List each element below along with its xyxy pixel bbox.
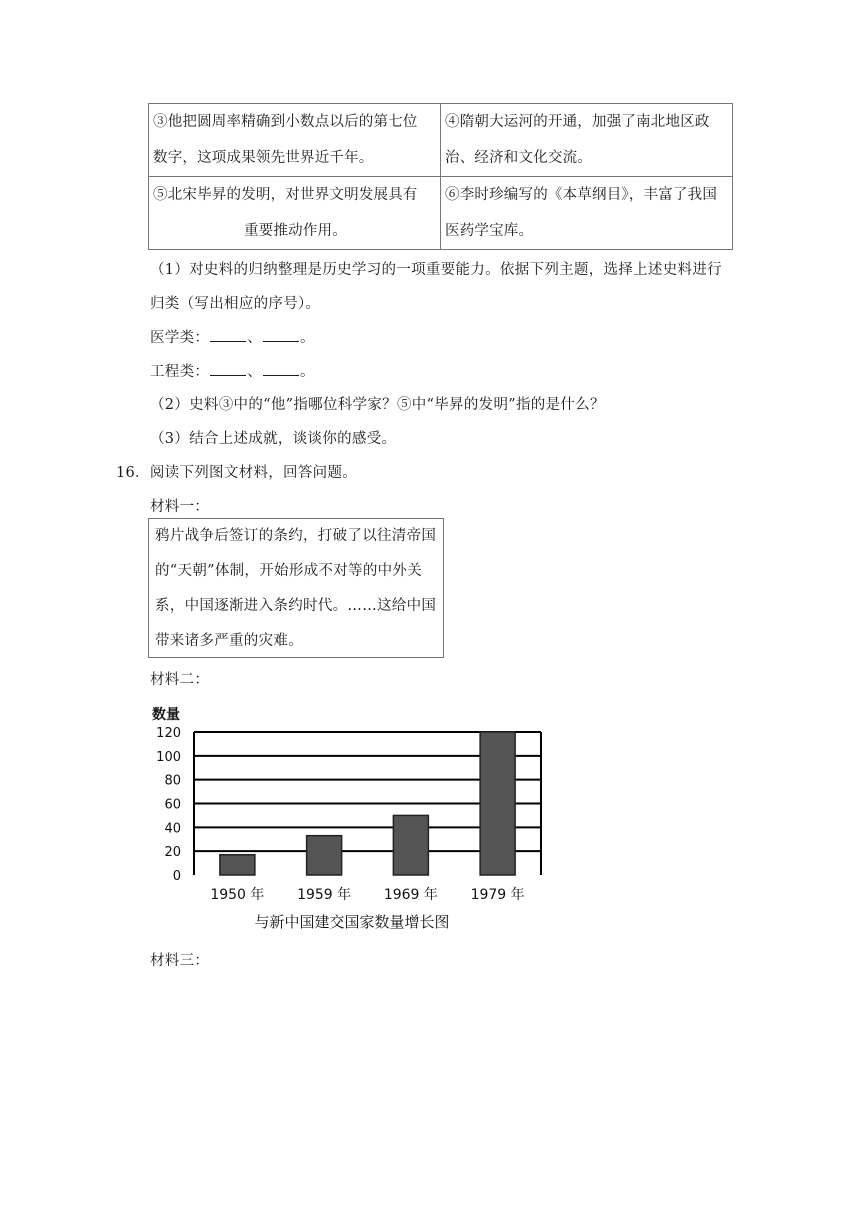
end-mark: 。	[300, 364, 315, 380]
y-tick-label: 40	[164, 821, 181, 837]
source-cell-5	[149, 177, 441, 250]
source-cell-6	[441, 177, 733, 250]
source-cell-4	[441, 104, 733, 177]
end-mark: 。	[300, 330, 315, 346]
engineering-label: 工程类：	[150, 364, 210, 380]
material-3-label: 材料三：	[150, 953, 210, 969]
material-1-label: 材料一：	[150, 499, 210, 515]
chart-title: 与新中国建交国家数量增长图	[254, 913, 450, 931]
y-tick-label: 100	[156, 749, 181, 765]
cell-line: ③他把圆周率精确到小数点以后的第七位	[153, 114, 418, 130]
answer-blank[interactable]	[210, 363, 246, 376]
chart-x-ticks	[210, 886, 524, 903]
y-tick-label: 80	[164, 773, 181, 789]
diplomatic-relations-chart	[148, 700, 548, 935]
x-tick-label: 1979 年	[470, 887, 525, 903]
cell-line: 数字，这项成果领先世界近千年。	[153, 150, 374, 166]
question-16: 16．阅读下列图文材料，回答问题。	[116, 465, 358, 481]
x-tick-label: 1969 年	[383, 887, 438, 903]
question-1-line-2: 归类（写出相应的序号）。	[150, 296, 321, 312]
medical-answer-line	[150, 326, 315, 347]
y-tick-label: 20	[164, 845, 181, 861]
material-line: 带来诸多严重的灾难。	[155, 633, 303, 649]
answer-blank[interactable]	[263, 363, 299, 376]
material-line: 鸦片战争后签订的条约，打破了以往清帝国	[155, 528, 437, 544]
historical-sources-table	[148, 103, 733, 250]
answer-blank[interactable]	[210, 329, 246, 342]
medical-label: 医学类：	[150, 330, 210, 346]
bar	[307, 836, 342, 875]
cell-line: 医药学宝库。	[445, 223, 534, 239]
table-row	[149, 177, 733, 250]
cell-line: ⑤北宋毕昇的发明，对世界文明发展具有	[153, 187, 418, 203]
separator: 、	[247, 330, 263, 346]
source-cell-3	[149, 104, 441, 177]
x-tick-label: 1959 年	[297, 887, 352, 903]
chart-y-ticks	[156, 726, 181, 884]
chart-svg	[148, 700, 548, 935]
cell-line: ④隋朝大运河的开通，加强了南北地区政	[445, 114, 710, 130]
question-2: （2）史料③中的“他”指哪位科学家？⑤中“毕昇的发明”指的是什么？	[150, 397, 605, 413]
separator: 、	[247, 364, 263, 380]
answer-blank[interactable]	[263, 329, 299, 342]
table-row	[149, 104, 733, 177]
engineering-answer-line	[150, 360, 315, 381]
material-1-box	[148, 518, 444, 658]
y-tick-label: 0	[172, 869, 181, 884]
x-tick-label: 1950 年	[210, 887, 265, 903]
cell-line: 重要推动作用。	[244, 223, 347, 239]
material-line: 的“天朝”体制，开始形成不对等的中外关	[155, 563, 423, 579]
y-tick-label: 120	[156, 726, 181, 741]
material-line: 系，中国逐渐进入条约时代。……这给中国	[155, 598, 437, 614]
cell-line: 治、经济和文化交流。	[445, 150, 592, 166]
bar	[480, 732, 515, 875]
cell-line: ⑥李时珍编写的《本草纲目》，丰富了我国	[445, 187, 718, 203]
chart-y-label: 数量	[152, 707, 180, 723]
question-1-line-1: （1）对史料的归纳整理是历史学习的一项重要能力。依据下列主题，选择上述史料进行	[150, 262, 722, 278]
y-tick-label: 60	[164, 797, 181, 813]
question-3: （3）结合上述成就，谈谈你的感受。	[150, 431, 397, 447]
bar	[393, 815, 428, 875]
material-2-label: 材料二：	[150, 672, 210, 688]
bar	[220, 855, 255, 875]
